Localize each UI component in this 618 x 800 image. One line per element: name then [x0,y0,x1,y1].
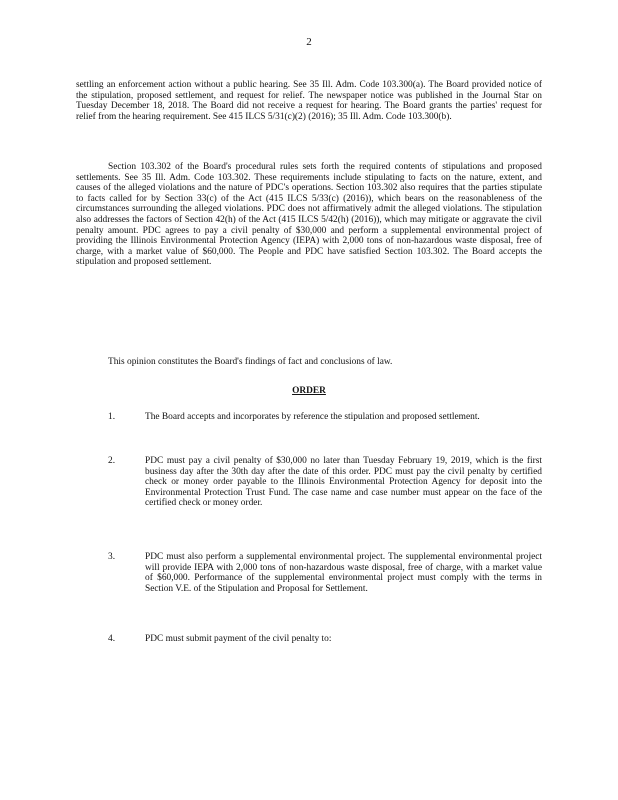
order-item-number: 4. [108,634,116,644]
order-item-text: PDC must pay a civil penalty of $30,000 no later than Tuesday February 19, 2019, which is the first business day after the 30th day after the date of this order. PDC must pay the civil penalty by certified check or money order payable to the Illinois Environmental Protection Agency for deposit into the Environmental Protection Trust Fund. The case name and case number must appear on the face of the certified check or money order. [145,456,542,509]
order-item [108,456,542,509]
order-item-text: The Board accepts and incorporates by reference the stipulation and proposed settlement. [145,412,480,422]
page-number: 2 [306,36,312,48]
order-item-number: 1. [108,412,116,422]
order-item-number: 3. [108,552,116,562]
order-item [108,412,542,423]
order-item-number: 2. [108,456,116,466]
order-item-text: PDC must also perform a supplemental environmental project. The supplemental environmental project will provide IEPA with 2,000 tons of non-hazardous waste disposal, free of charge, with a market value of $60,000. Performance of the supplemental environmental project must comply with the terms in Section V.E. of the Stipulation and Proposal for Settlement. [145,552,542,594]
paragraph-findings: This opinion constitutes the Board's findings of fact and conclusions of law. [108,357,393,367]
paragraph-hearing-relief: settling an enforcement action without a public hearing. See 35 Ill. Adm. Code 103.300(a). The Board provided notice of the stipulation, proposed settlement, and request for relief. The newspaper notice was published in the Journal Star on Tuesday December 18, 2018. The Board did not receive a request for hearing. The Board grants the parties' request for relief from the hearing requirement. See 415 ILCS 5/31(c)(2) (2016); 35 Ill. Adm. Code 103.300(b). [76,80,542,122]
order-heading: ORDER [292,386,326,396]
order-item [108,552,542,594]
order-item [108,634,542,645]
order-item-text: PDC must submit payment of the civil penalty to: [145,634,332,644]
paragraph-section-103-302: Section 103.302 of the Board's procedural rules sets forth the required contents of stipulations and proposed settlements. See 35 Ill. Adm. Code 103.302. These requirements include stipulating to facts on the nature, extent, and causes of the alleged violations and the nature of PDC's operations. Section 103.302 also requires that the parties stipulate to facts called for by Section 33(c) of the Act (415 ILCS 5/33(c) (2016)), which bears on the reasonableness of the circumstances surrounding the alleged violations. PDC does not affirmatively admit the alleged violations. The stipulation also addresses the factors of Section 42(h) of the Act (415 ILCS 5/42(h) (2016)), which may mitigate or aggravate the civil penalty amount. PDC agrees to pay a civil penalty of $30,000 and perform a supplemental environmental project of providing the Illinois Environmental Protection Agency (IEPA) with 2,000 tons of non-hazardous waste disposal, free of charge, with a market value of $60,000. The People and PDC have satisfied Section 103.302. The Board accepts the stipulation and proposed settlement. [76,162,542,268]
